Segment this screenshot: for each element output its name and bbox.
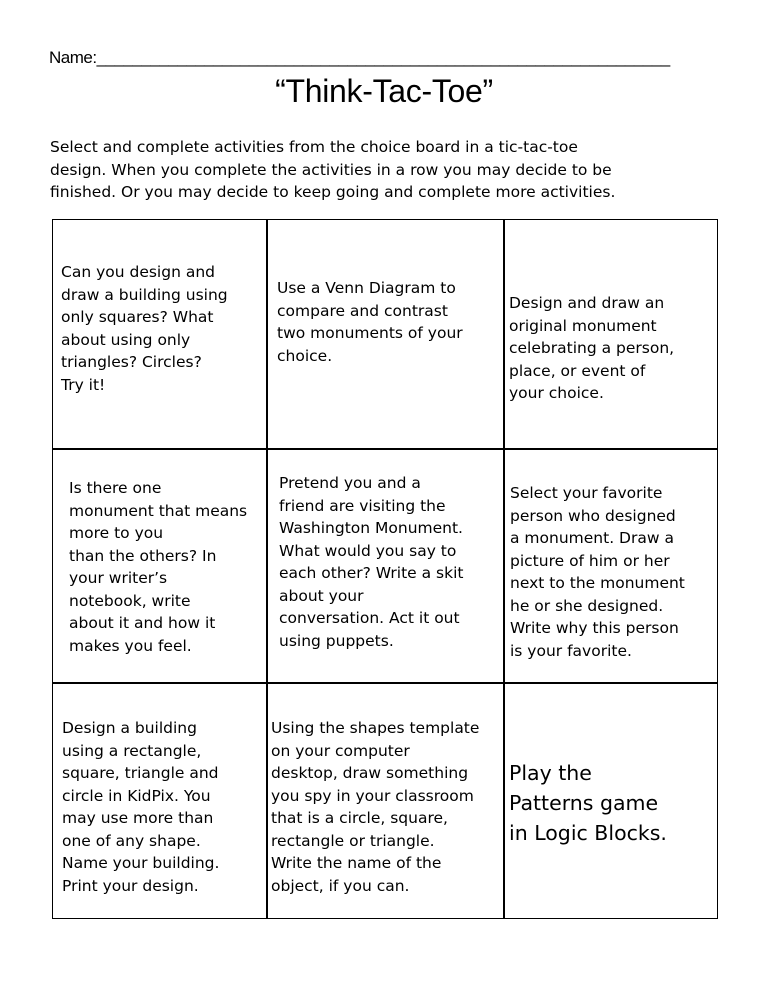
board-cell-r1c3: Design and draw an original monument celebrating a person, place, or event of your choice. — [509, 294, 675, 402]
board-cell-r3c1: Design a building using a rectangle, square, triangle and circle in KidPix. You may use more than one of any shape. Name your building. Print your design. — [62, 719, 220, 895]
choice-board — [52, 219, 718, 919]
instructions — [50, 136, 730, 204]
board-cell-r3c3: Play the Patterns game in Logic Blocks. — [509, 761, 667, 845]
name-field-line: Name:________________________________________________________________ — [49, 48, 670, 67]
board-divider-vertical-2 — [503, 220, 505, 918]
board-cell-r1c2: Use a Venn Diagram to compare and contrast two monuments of your choice. — [277, 279, 463, 365]
board-cell-r1c1: Can you design and draw a building using only squares? What about using only triangles? Circles? Try it! — [61, 263, 228, 394]
board-divider-horizontal-2 — [53, 682, 717, 684]
page-title: “Think-Tac-Toe” — [275, 73, 493, 109]
board-divider-horizontal-1 — [53, 448, 717, 450]
board-cell-r3c2: Using the shapes template on your computer desktop, draw something you spy in your classroom that is a circle, square, rectangle or triangle. Write the name of the object, if you can. — [271, 719, 480, 895]
instructions-text: Select and complete activities from the choice board in a tic-tac-toe design. When you complete the activities in a row you may decide to be finished. Or you may decide to keep going and complete more activities. — [50, 138, 616, 201]
board-cell-r2c3: Select your favorite person who designed a monument. Draw a picture of him or her next to the monument he or she designed. Write why this person is your favorite. — [510, 484, 685, 660]
board-cell-r2c1: Is there one monument that means more to you than the others? In your writer’s notebook, write about it and how it makes you feel. — [69, 479, 248, 655]
board-cell-r2c2: Pretend you and a friend are visiting the Washington Monument. What would you say to each other? Write a skit about your conversation. Act it out using puppets. — [279, 474, 464, 650]
board-divider-vertical-1 — [266, 220, 268, 918]
